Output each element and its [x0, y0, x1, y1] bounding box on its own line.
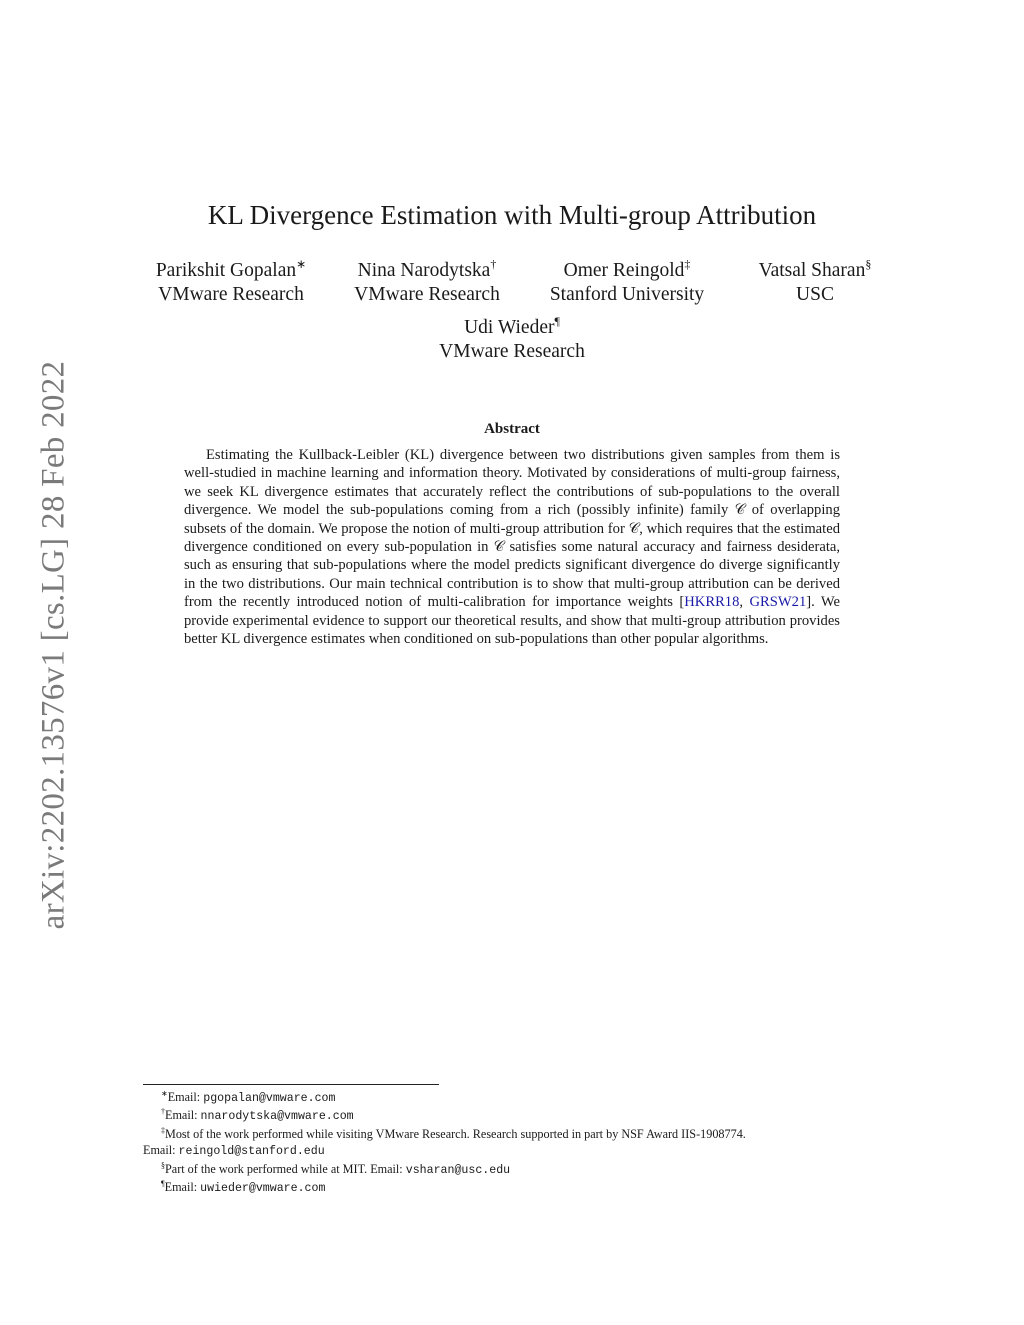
arxiv-identifier: arXiv:2202.13576v1 [cs.LG] 28 Feb 2022	[35, 360, 72, 930]
email-address: vsharan@usc.edu	[405, 1163, 511, 1177]
author-name: Omer Reingold‡	[563, 257, 691, 281]
author-block	[412, 316, 612, 364]
author-affiliation: Stanford University	[549, 284, 705, 305]
abstract-body	[184, 446, 840, 648]
footnotes	[143, 1089, 903, 1197]
author-block	[740, 259, 890, 307]
footnote: ¶Email: uwieder@vmware.com	[161, 1179, 326, 1196]
author-name: Udi Wieder¶	[464, 314, 560, 338]
author-affiliation: VMware Research	[354, 284, 500, 305]
author-name: Parikshit Gopalan∗	[155, 257, 307, 281]
footnote: §Part of the work performed while at MIT. Email: vsharan@usc.edu	[161, 1160, 511, 1177]
abstract-text: ]. We provide experimental evidence to support our theoretical results, and show that multi-group attribution provides better KL divergence estimates when conditioned on sub-populations than other popular algorithms.	[184, 594, 840, 648]
abstract-text: Estimating the Kullback-Leibler (KL) divergence between two distributions given samples from them is well-studied in machine learning and information theory. Motivated by considerations of multi-group fairness, we seek KL divergence estimates that accurately reflect the contributions of sub-populations to the overall divergence. We model the sub-populations coming from a rich (possibly infinite) family 𝒞 of overlapping subsets of the domain. We propose the notion of multi-group attribution for 𝒞, which requires that the estimated divergence conditioned on every sub-population in 𝒞 satisfies some natural accuracy and fairness desiderata, such as ensuring that sub-populations where the model predicts significant divergence do diverge significantly in the two distributions. Our main technical contribution is to show that multi-group attribution can be derived from the recently introduced notion of multi-calibration for importance weights [	[184, 447, 840, 611]
author-affiliation: VMware Research	[439, 341, 585, 362]
citation-separator: ,	[739, 594, 750, 611]
footnote-continuation: Email: reingold@stanford.edu	[143, 1143, 325, 1159]
email-address: nnarodytska@vmware.com	[200, 1110, 354, 1124]
citation-link[interactable]: GRSW21	[749, 594, 807, 611]
author-block	[532, 259, 722, 307]
paper-title: KL Divergence Estimation with Multi-group Attribution	[207, 200, 817, 230]
footnote: ∗Email: pgopalan@vmware.com	[161, 1089, 336, 1105]
footnote: †Email: nnarodytska@vmware.com	[161, 1107, 354, 1124]
abstract-heading: Abstract	[484, 421, 540, 437]
author-name: Nina Narodytska†	[357, 257, 497, 281]
author-name: Vatsal Sharan§	[758, 257, 872, 281]
footnote: ‡Most of the work performed while visiting VMware Research. Research supported in part by NSF Award IIS-1908774.	[161, 1125, 746, 1141]
email-address: pgopalan@vmware.com	[203, 1092, 336, 1105]
author-affiliation: VMware Research	[158, 284, 304, 305]
author-block	[340, 259, 514, 307]
footnote-rule	[143, 1084, 439, 1085]
email-address: uwieder@vmware.com	[200, 1182, 326, 1196]
email-address: reingold@stanford.edu	[178, 1145, 325, 1159]
citation-link[interactable]: HKRR18	[684, 594, 740, 611]
author-affiliation: USC	[796, 284, 834, 305]
author-block	[140, 259, 322, 307]
